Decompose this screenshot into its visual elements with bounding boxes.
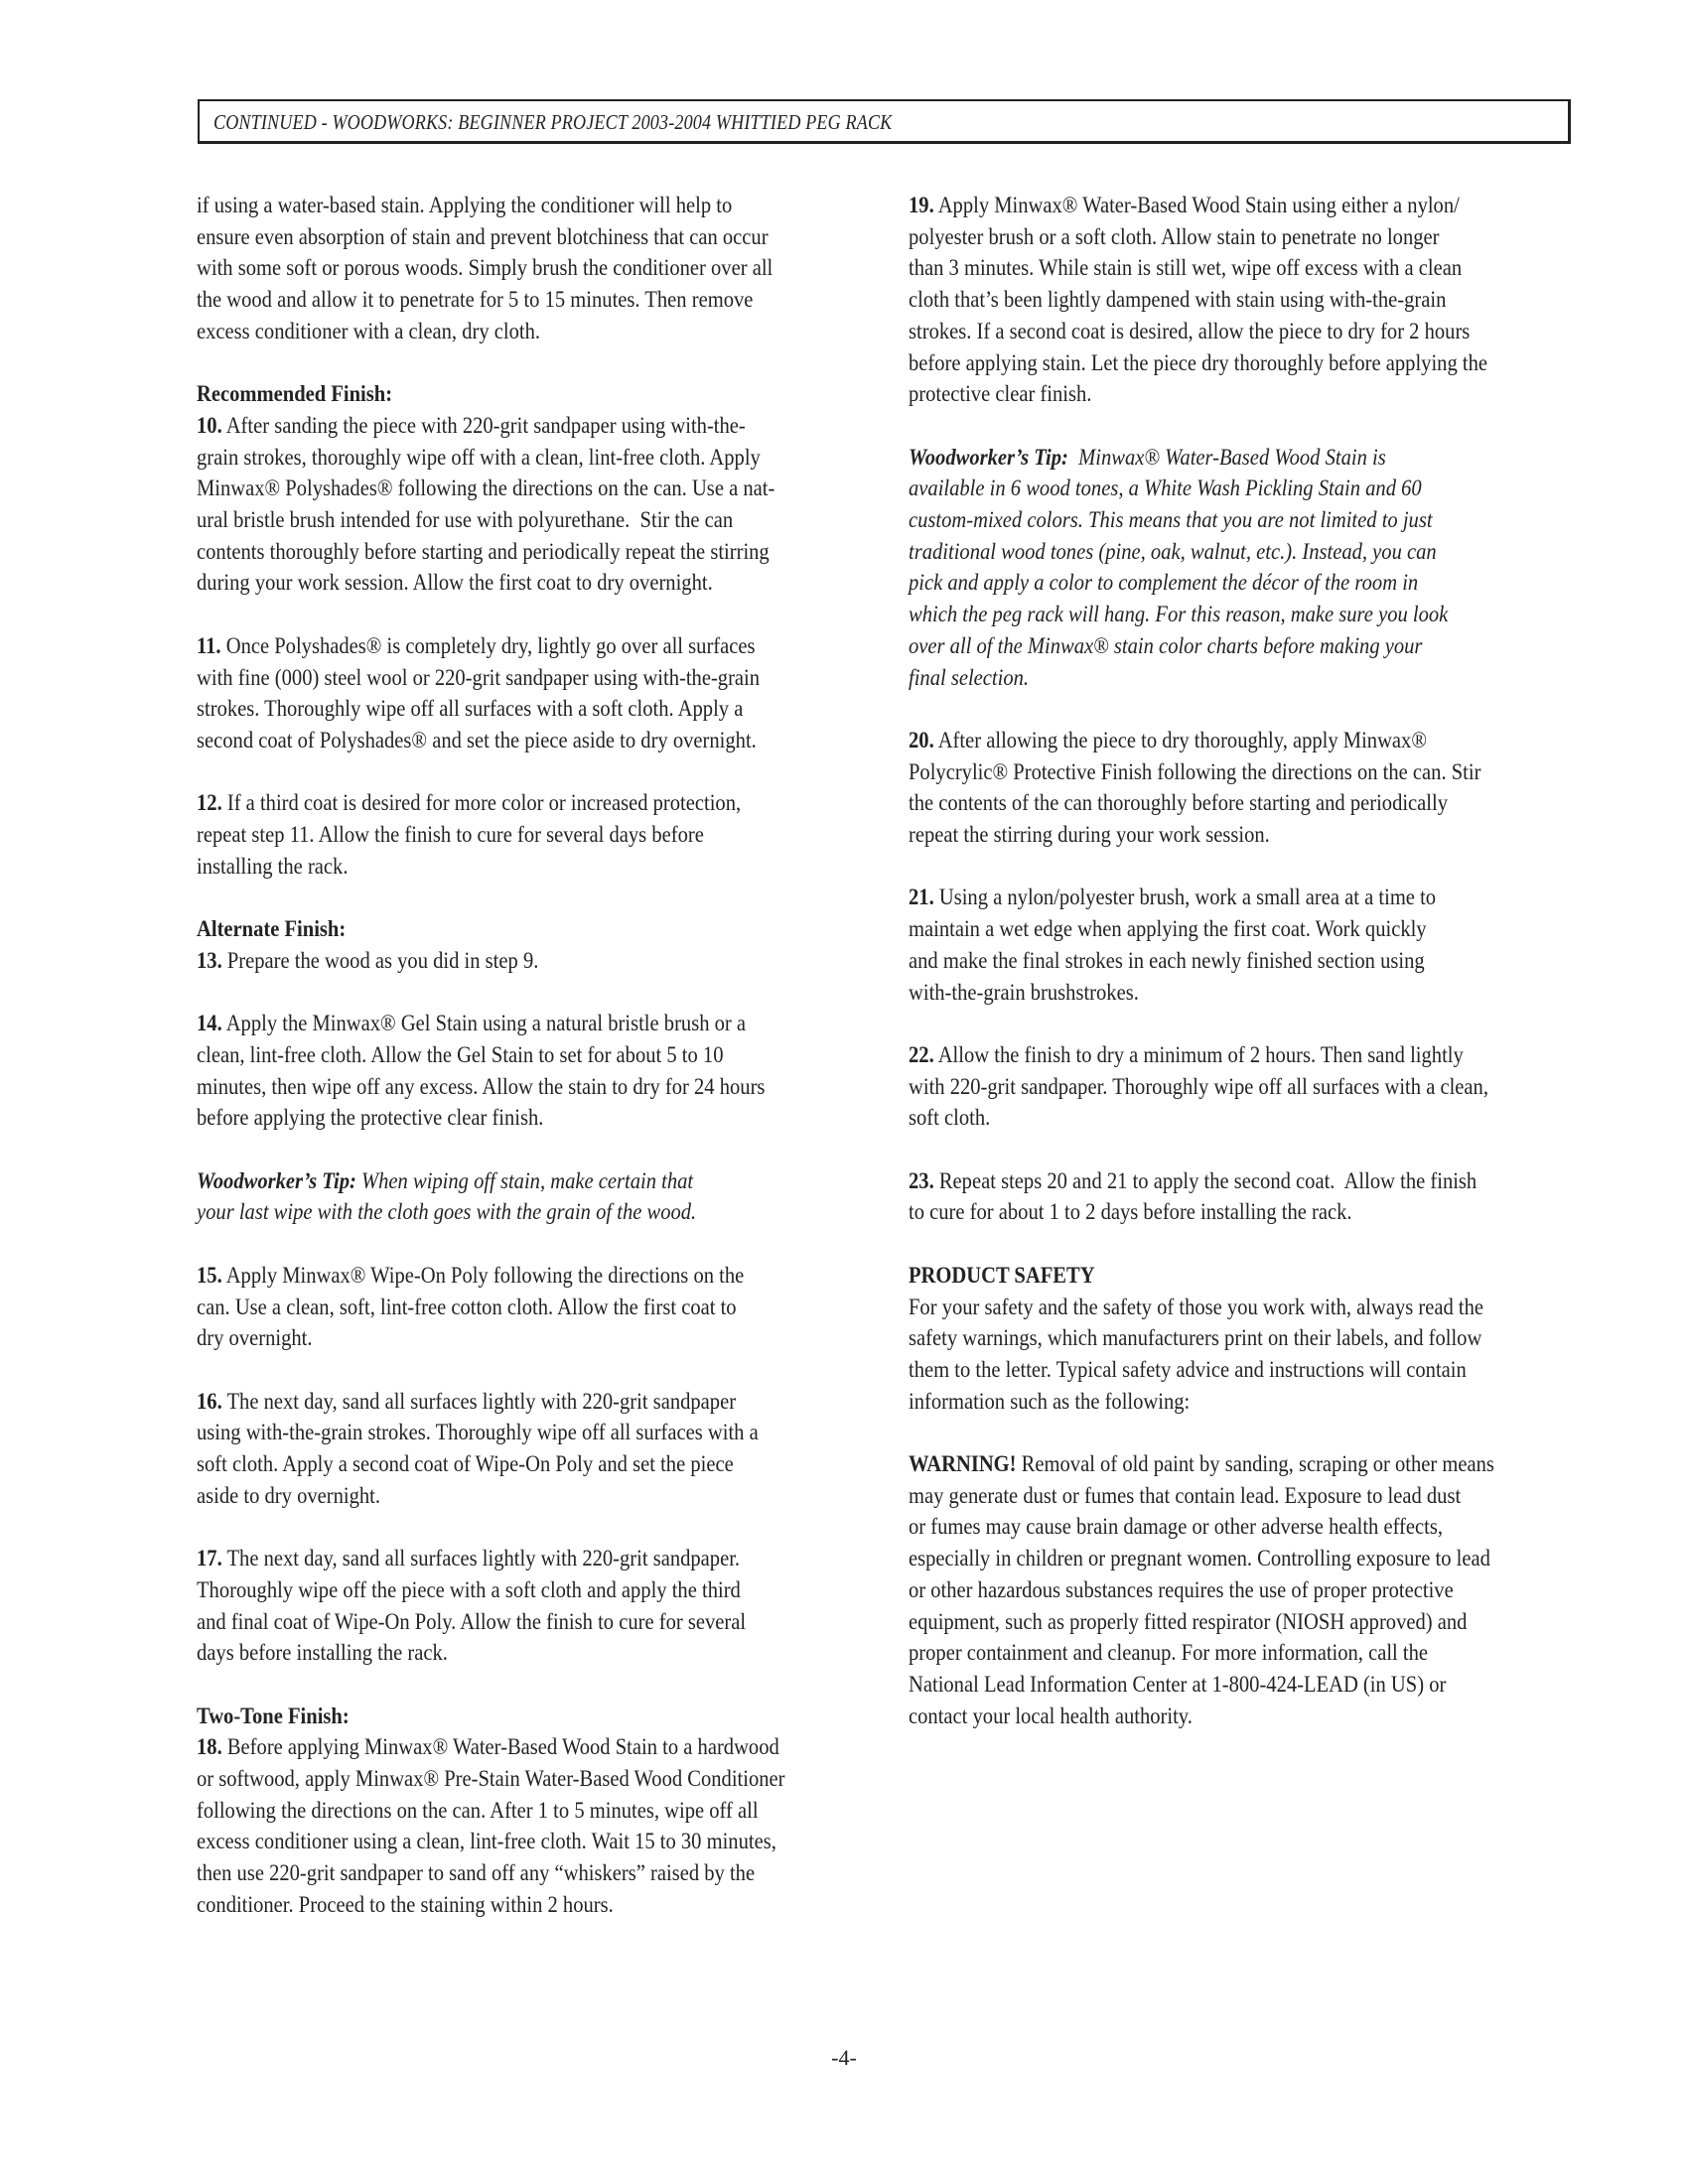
- tip-text: Minwax® Water-Based Wood Stain is available in 6 wood tones, a White Wash Pickling Stain and 60 custom-mixed colors. This means that you are not limited to just traditional wood tones (pine, oak, walnut, etc.). Instead, you can pick and apply a color to complement the décor of the room in which the peg rack will hang. For this reason, make sure you look over all of the Minwax® stain color charts before making your final selection.: [909, 444, 1449, 691]
- step-number: 19.: [909, 193, 934, 218]
- step-text: After allowing the piece to dry thoroughly, apply Minwax® Polycrylic® Protective Finish following the directions on the can. Stir the contents of the can thoroughly before starting and periodically repeat the stirring during your work session.: [909, 727, 1481, 849]
- woodworker-tip: [909, 443, 1569, 695]
- step-number: 14.: [197, 1011, 222, 1037]
- tip-label: Woodworker’s Tip:: [909, 444, 1068, 471]
- step-10: [197, 411, 857, 600]
- tip-label: Woodworker’s Tip:: [197, 1167, 356, 1194]
- step-text: Once Polyshades® is completely dry, lightly go over all surfaces with fine (000) steel wool or 220-grit sandpaper using with-the-grain strokes. Thoroughly wipe off all surfaces with a soft cloth. Apply a second coat of Polyshades® and set the piece aside to dry overnight.: [197, 632, 761, 753]
- recommended-finish-heading: Recommended Finish:: [197, 381, 393, 408]
- alternate-finish-heading: Alternate Finish:: [197, 916, 347, 943]
- step-number: 22.: [909, 1041, 934, 1068]
- step-20: [909, 726, 1569, 852]
- step-text: Before applying Minwax® Water-Based Wood Stain to a hardwood or softwood, apply Minwax® Pre-Stain Water-Based Wood Conditioner following the directions on the can. After 1 to 5 minutes, wipe off all excess conditioner using a clean, lint-free cloth. Wait 15 to 30 minutes, then use 220-grit sandpaper to sand off any “whiskers” raised by the conditioner. Proceed to the staining within 2 hours.: [197, 1734, 785, 1918]
- tip-text: When wiping off stain, make certain that your last wipe with the cloth goes with the grain of the wood.: [197, 1167, 697, 1226]
- step-number: 11.: [197, 632, 221, 659]
- step-text: Using a nylon/polyester brush, work a small area at a time to maintain a wet edge when applying the first coat. Work quickly and make the final strokes in each newly finished section using with-the-grain brushstrokes.: [909, 885, 1437, 1006]
- step-13: [197, 946, 857, 978]
- step-text: After sanding the piece with 220-grit sandpaper using with-the- grain strokes, thoroughly wipe off with a clean, lint-free cloth. Apply Minwax® Polyshades® following the directions on the can. Use a nat- ural bristle brush intended for use with polyurethane. Stir the can contents thoroughly before starting and periodically repeat the stirring during your work session. Allow the first coat to dry overnight.: [197, 412, 775, 597]
- step-number: 20.: [909, 727, 934, 753]
- left-column: [197, 191, 857, 1953]
- step-18: [197, 1732, 857, 1921]
- step-19: [909, 191, 1569, 411]
- step-text: The next day, sand all surfaces lightly with 220-grit sandpaper. Thoroughly wipe off the piece with a soft cloth and apply the third and final coat of Wipe-On Poly. Allow the finish to cure for several days before installing the rack.: [197, 1546, 747, 1667]
- step-number: 17.: [197, 1546, 222, 1572]
- step-23: [909, 1166, 1569, 1229]
- step-21: [909, 883, 1569, 1009]
- step-text: If a third coat is desired for more color or increased protection, repeat step 11. Allow the finish to cure for several days before installing the rack.: [197, 790, 742, 880]
- step-16: [197, 1387, 857, 1513]
- step-14: [197, 1009, 857, 1135]
- step-number: 12.: [197, 790, 222, 817]
- product-safety-heading: PRODUCT SAFETY: [909, 1262, 1095, 1289]
- step-text: Apply the Minwax® Gel Stain using a natural bristle brush or a clean, lint-free cloth. Allow the Gel Stain to set for about 5 to 10 minutes, then wipe off any excess. Allow the stain to dry for 24 hours before applying the protective clear finish.: [197, 1011, 766, 1132]
- step-number: 10.: [197, 412, 222, 439]
- warning-label: WARNING!: [909, 1451, 1017, 1478]
- step-22: [909, 1040, 1569, 1135]
- woodworker-tip: [197, 1166, 857, 1229]
- product-safety-text: For your safety and the safety of those you work with, always read the safety warnings, which manufacturers print on their labels, and follow them to the letter. Typical safety advice and instructions will contain information such as the following:: [909, 1294, 1484, 1415]
- running-header-title: CONTINUED - WOODWORKS: BEGINNER PROJECT 2003-2004 WHITTIED PEG RACK: [213, 110, 893, 134]
- right-column: [909, 191, 1569, 1764]
- step-number: 18.: [197, 1734, 222, 1761]
- step-17: [197, 1544, 857, 1670]
- step-15: [197, 1261, 857, 1355]
- step-text: Allow the finish to dry a minimum of 2 hours. Then sand lightly with 220-grit sandpaper. Thoroughly wipe off all surfaces with a clean, soft cloth.: [909, 1041, 1488, 1132]
- step-text: Repeat steps 20 and 21 to apply the second coat. Allow the finish to cure for about 1 to 2 days before installing the rack.: [909, 1167, 1477, 1226]
- warning-paragraph: [909, 1449, 1569, 1732]
- step-number: 21.: [909, 885, 934, 911]
- warning-text: Removal of old paint by sanding, scraping or other means may generate dust or fumes that contain lead. Exposure to lead dust or fumes may cause brain damage or other adverse health effects, especially in children or pregnant women. Controlling exposure to lead or other hazardous substances requires the use of proper protective equipment, such as properly fitted respirator (NIOSH approved) and proper containment and cleanup. For more information, call the National Lead Information Center at 1-800-424-LEAD (in US) or contact your local health authority.: [909, 1451, 1494, 1729]
- step-text: Apply Minwax® Wipe-On Poly following the directions on the can. Use a clean, soft, lint-free cotton cloth. Allow the first coat to dry overnight.: [197, 1262, 745, 1352]
- step-number: 13.: [197, 947, 222, 974]
- page-number: -4-: [831, 2045, 857, 2070]
- two-tone-finish-heading: Two-Tone Finish:: [197, 1703, 350, 1729]
- step-text: The next day, sand all surfaces lightly with 220-grit sandpaper using with-the-grain strokes. Thoroughly wipe off all surfaces with a soft cloth. Apply a second coat of Wipe-On Poly and set the piece aside to dry overnight.: [197, 1388, 759, 1509]
- step-text: Prepare the wood as you did in step 9.: [221, 947, 539, 974]
- step-12: [197, 788, 857, 883]
- running-header: [198, 99, 1571, 144]
- intro-paragraph: if using a water-based stain. Applying the conditioner will help to ensure even absorption of stain and prevent blotchiness that can occur with some soft or porous woods. Simply brush the conditioner over all the wood and allow it to penetrate for 5 to 15 minutes. Then remove excess conditioner with a clean, dry cloth.: [197, 193, 774, 344]
- step-number: 15.: [197, 1262, 222, 1289]
- step-text: Apply Minwax® Water-Based Wood Stain using either a nylon/ polyester brush or a soft cloth. Allow stain to penetrate no longer than 3 minutes. While stain is still wet, wipe off excess with a clean cloth that’s been lightly dampened with stain using with-the-grain strokes. If a second coat is desired, allow the piece to dry for 2 hours before applying stain. Let the piece dry thoroughly before applying the protective clear finish.: [909, 193, 1487, 408]
- step-number: 16.: [197, 1388, 222, 1415]
- step-number: 23.: [909, 1167, 934, 1194]
- step-11: [197, 631, 857, 757]
